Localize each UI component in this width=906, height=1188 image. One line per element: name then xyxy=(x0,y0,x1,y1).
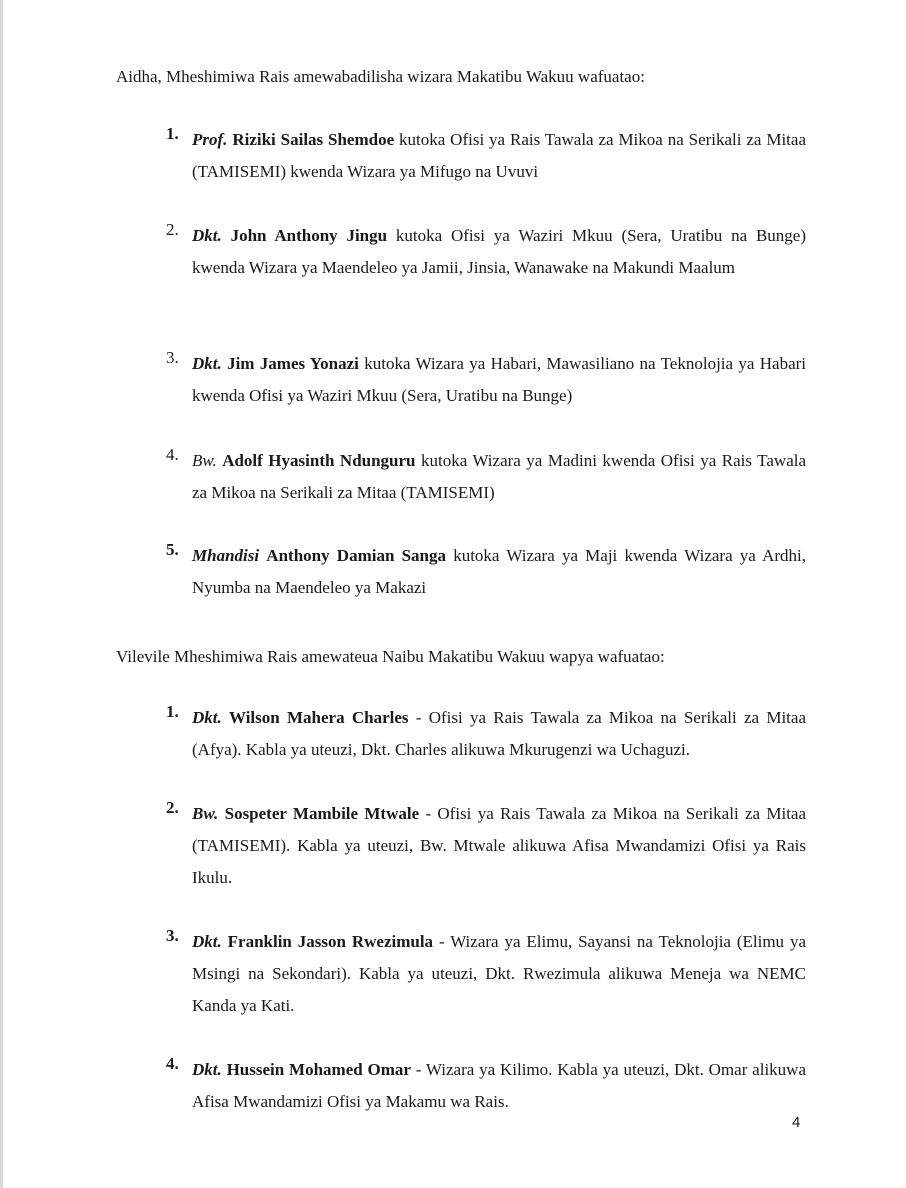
list-item xyxy=(166,220,806,284)
list-item-body xyxy=(192,540,806,604)
list-item xyxy=(166,702,806,766)
person-title: Prof. xyxy=(192,130,228,149)
person-title: Dkt. xyxy=(192,226,222,245)
list-item-body xyxy=(192,348,806,412)
list-item-text: kutoka Wizara ya Madini kwenda Ofisi ya Rais Tawala za Mikoa na Serikali za Mitaa (TAMISEMI) xyxy=(192,451,807,502)
list-item-text: kutoka Ofisi ya Waziri Mkuu (Sera, Uratibu na Bunge) kwenda Wizara ya Maendeleo ya Jamii, Jinsia, Wanawake na Makundi Maalum xyxy=(192,226,807,277)
list-item-text: kutoka Ofisi ya Rais Tawala za Mikoa na Serikali za Mitaa (TAMISEMI) kwenda Wizara ya Mifugo na Uvuvi xyxy=(192,130,806,181)
list-item-text: - Ofisi ya Rais Tawala za Mikoa na Serikali za Mitaa (Afya). Kabla ya uteuzi, Dkt. Charles alikuwa Mkurugenzi wa Uchaguzi. xyxy=(192,708,806,759)
list-item-number: 3. xyxy=(166,348,179,367)
list-item-body xyxy=(192,445,806,509)
list-item-body xyxy=(192,1054,806,1118)
list-item-body xyxy=(192,926,806,1022)
intro-appointments: Vilevile Mheshimiwa Rais amewateua Naibu Makatibu Wakuu wapya wafuatao: xyxy=(116,647,665,666)
person-title: Bw. xyxy=(192,804,219,823)
list-item-number: 5. xyxy=(166,540,179,559)
person-name: Riziki Sailas Shemdoe xyxy=(232,130,395,149)
list-item xyxy=(166,926,806,1022)
list-item-text: kutoka Wizara ya Habari, Mawasiliano na Teknolojia ya Habari kwenda Ofisi ya Waziri Mkuu (Sera, Uratibu na Bunge) xyxy=(192,354,807,405)
list-item-number: 1. xyxy=(166,124,179,143)
list-item-body xyxy=(192,702,806,766)
list-item-body xyxy=(192,124,806,188)
person-name: Hussein Mohamed Omar xyxy=(226,1060,411,1079)
person-name: Adolf Hyasinth Ndunguru xyxy=(222,451,416,470)
list-item xyxy=(166,348,806,412)
list-item-text: - Wizara ya Kilimo. Kabla ya uteuzi, Dkt. Omar alikuwa Afisa Mwandamizi Ofisi ya Makamu wa Rais. xyxy=(192,1060,806,1111)
list-item-number: 3. xyxy=(166,926,179,945)
person-title: Dkt. xyxy=(192,1060,222,1079)
list-item-body xyxy=(192,220,806,284)
list-item-text: - Ofisi ya Rais Tawala za Mikoa na Serikali za Mitaa (TAMISEMI). Kabla ya uteuzi, Bw. Mtwale alikuwa Afisa Mwandamizi Ofisi ya Rais Ikulu. xyxy=(192,804,807,887)
person-title: Dkt. xyxy=(192,708,222,727)
list-item-number: 4. xyxy=(166,1054,179,1073)
list-item-number: 2. xyxy=(166,220,179,239)
list-item-number: 2. xyxy=(166,798,179,817)
person-name: Jim James Yonazi xyxy=(227,354,359,373)
list-item-number: 4. xyxy=(166,445,179,464)
list-item-text: - Wizara ya Elimu, Sayansi na Teknolojia (Elimu ya Msingi na Sekondari). Kabla ya uteuzi, Dkt. Rwezimula alikuwa Meneja wa NEMC Kanda ya Kati. xyxy=(192,932,806,1015)
list-item xyxy=(166,540,806,604)
page-edge xyxy=(0,0,3,1188)
list-item xyxy=(166,124,806,188)
person-title: Mhandisi xyxy=(192,546,260,565)
person-name: Franklin Jasson Rwezimula xyxy=(227,932,434,951)
intro-transfers: Aidha, Mheshimiwa Rais amewabadilisha wizara Makatibu Wakuu wafuatao: xyxy=(116,67,645,86)
list-item-text: kutoka Wizara ya Maji kwenda Wizara ya Ardhi, Nyumba na Maendeleo ya Makazi xyxy=(192,546,807,597)
person-name: Anthony Damian Sanga xyxy=(266,546,447,565)
list-item xyxy=(166,798,806,894)
person-title: Dkt. xyxy=(192,932,222,951)
person-title: Dkt. xyxy=(192,354,222,373)
person-name: Sospeter Mambile Mtwale xyxy=(224,804,420,823)
list-item-number: 1. xyxy=(166,702,179,721)
page-number: 4 xyxy=(792,1114,801,1131)
list-item xyxy=(166,445,806,509)
person-name: John Anthony Jingu xyxy=(230,226,388,245)
person-title: Bw. xyxy=(192,451,217,470)
list-item-body xyxy=(192,798,806,894)
list-item xyxy=(166,1054,806,1118)
person-name: Wilson Mahera Charles xyxy=(229,708,409,727)
